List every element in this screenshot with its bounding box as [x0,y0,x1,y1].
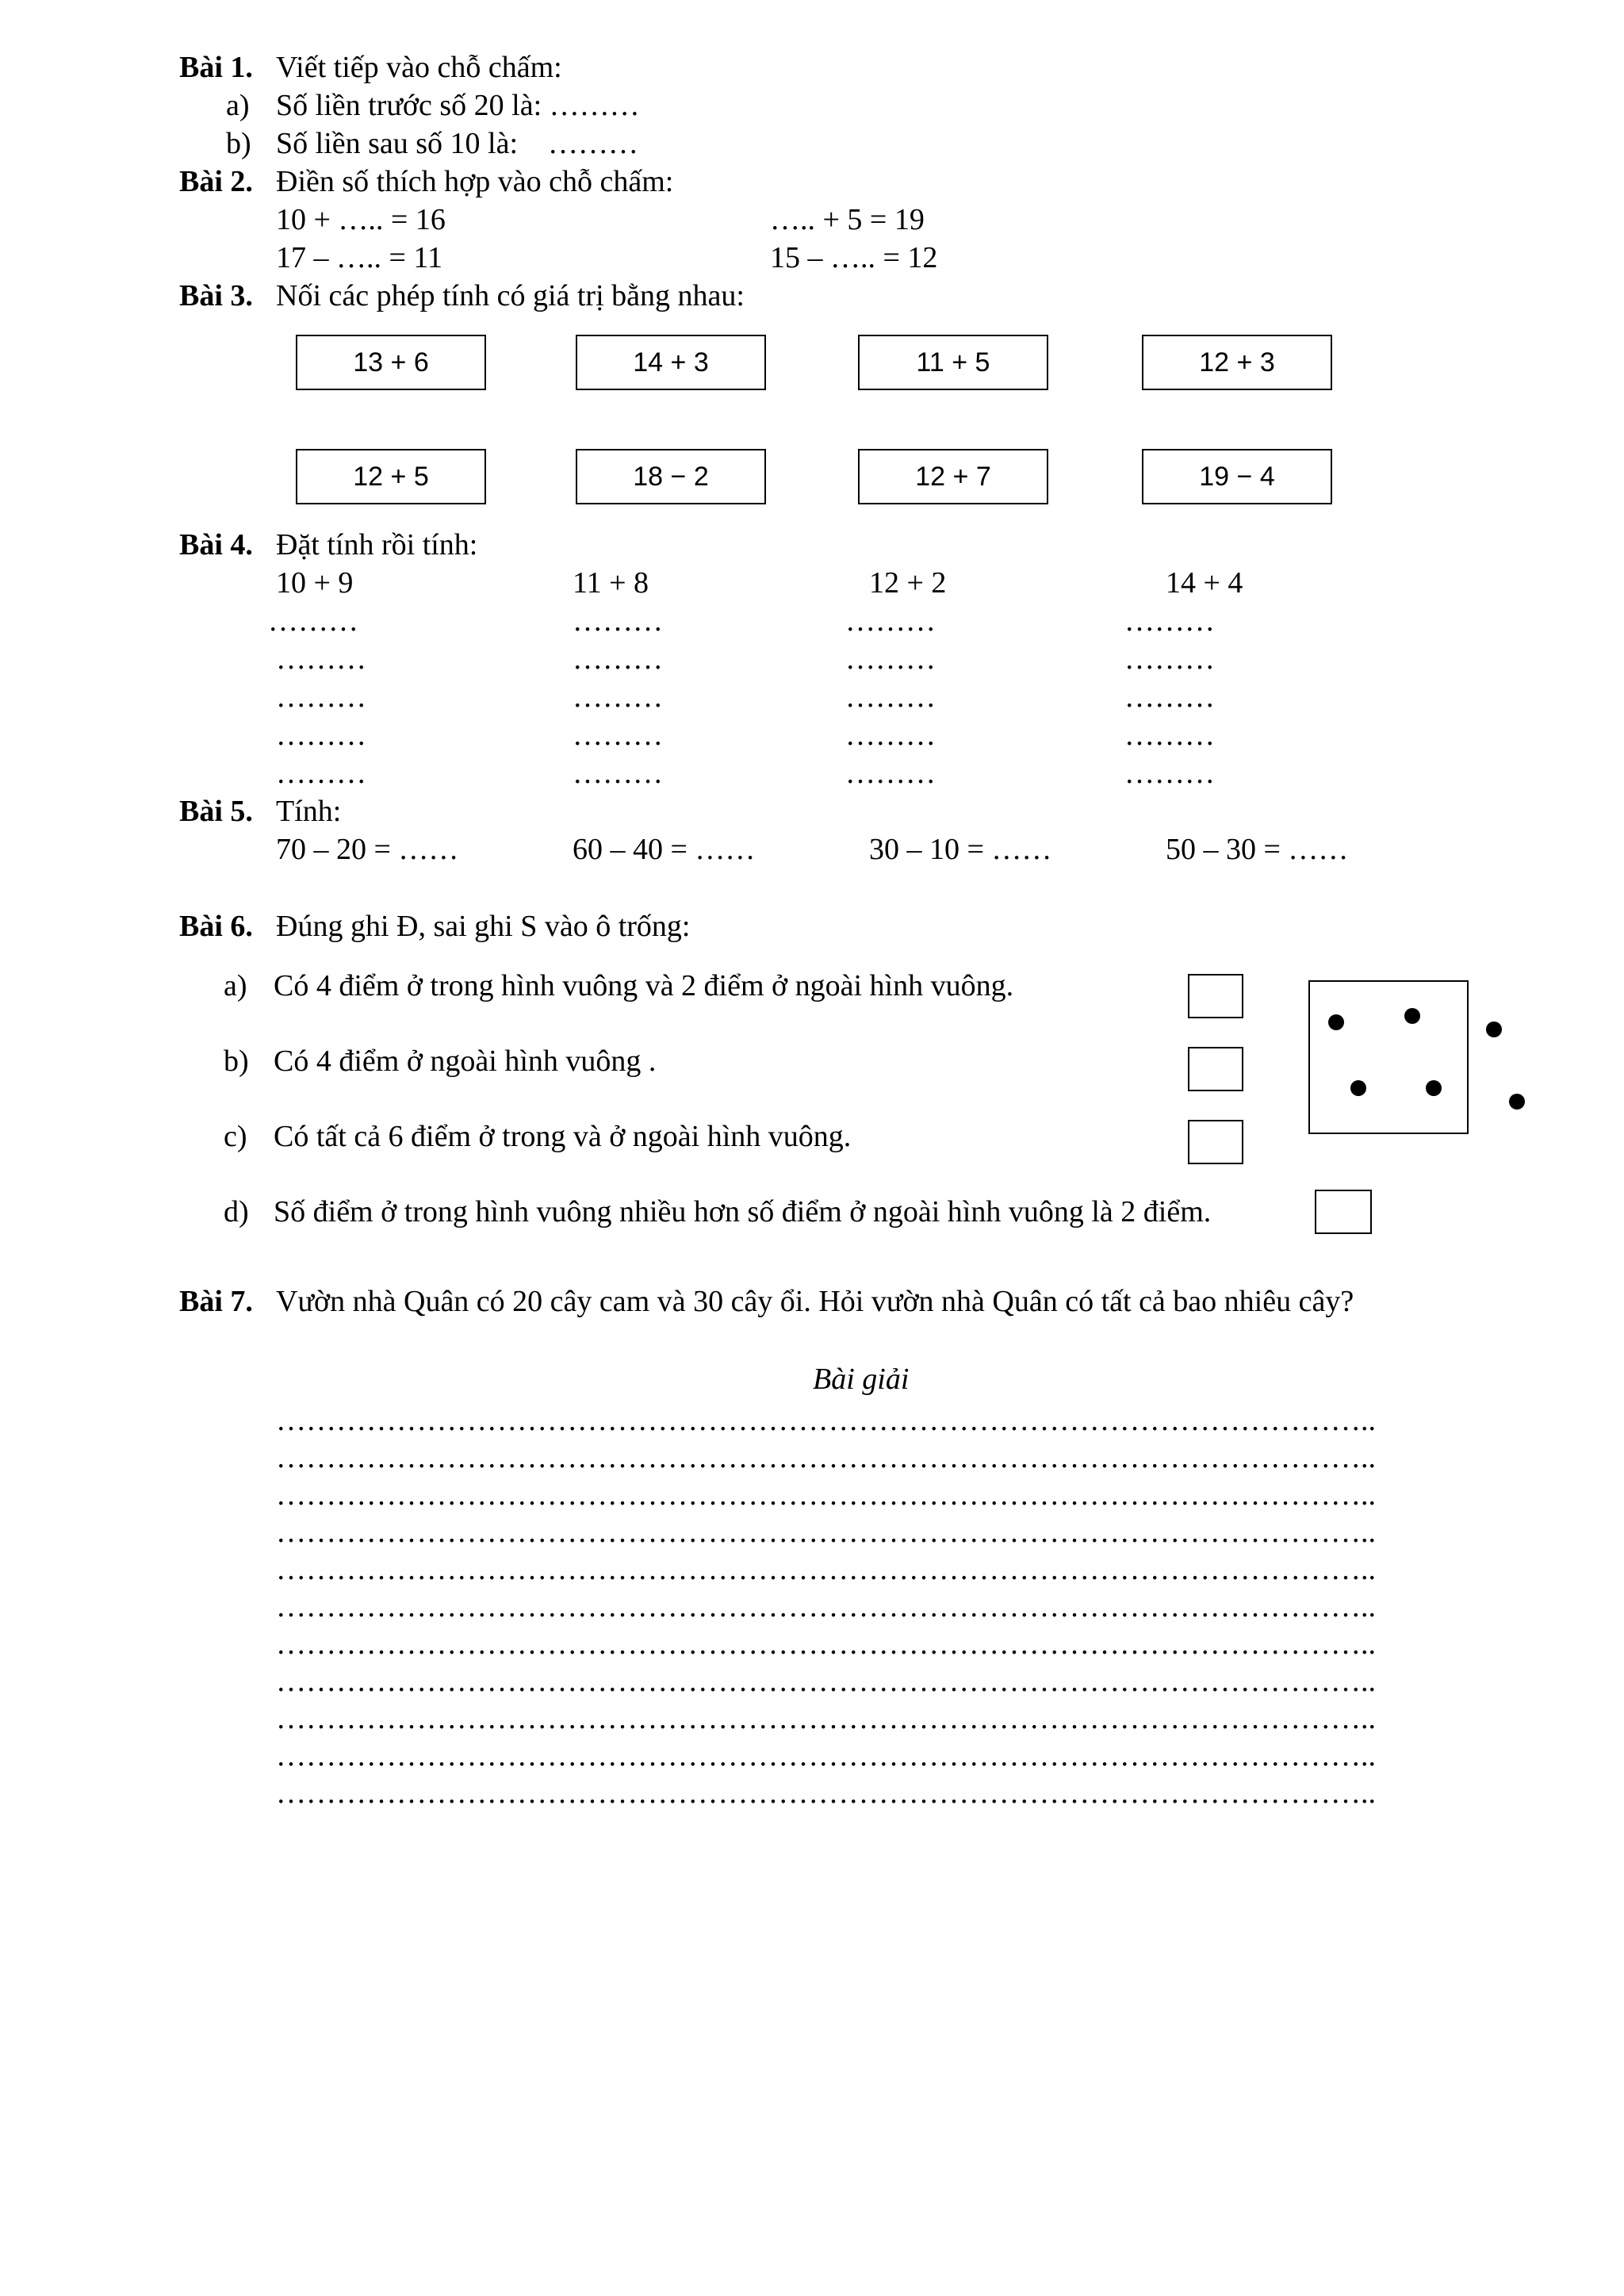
point-dot [1404,1008,1420,1024]
answer-checkbox[interactable] [1315,1190,1372,1234]
answer-line: ……………………………………………………………………………………………….. [276,1404,1376,1437]
bai3-title: Bài 3. [179,279,253,312]
answer-line: ……………………………………………………………………………………………….. [276,1777,1376,1810]
dotted-blank: ……… [276,757,366,790]
bai2-title: Bài 2. [179,165,253,198]
bai2-instruction: Điền số thích hợp vào chỗ chấm: [276,165,674,198]
answer-line: ……………………………………………………………………………………………….. [276,1516,1376,1549]
answer-line: ……………………………………………………………………………………………….. [276,1441,1376,1474]
bai3-instruction: Nối các phép tính có giá trị bằng nhau: [276,279,745,312]
bai6-d-letter: d) [224,1195,249,1228]
dotted-blank: ……… [276,680,366,714]
expression-box: 12 + 5 [296,449,486,504]
solution-label: Bài giải [813,1363,910,1396]
bai6-a-text: Có 4 điểm ở trong hình vuông và 2 điểm ở ngoài hình vuông. [274,969,1014,1002]
bai1-instruction: Viết tiếp vào chỗ chấm: [276,51,562,84]
bai4-problem: 12 + 2 [869,566,947,600]
bai1-title: Bài 1. [179,51,253,84]
bai2-eq3: 17 – ….. = 11 [276,241,443,274]
bai1-a-letter: a) [226,89,250,122]
dotted-blank: ……… [845,604,936,638]
answer-line: ……………………………………………………………………………………………….. [276,1590,1376,1623]
bai6-b-letter: b) [224,1045,249,1078]
expression-box: 18 − 2 [576,449,766,504]
bai5-problem: 60 – 40 = …… [573,833,756,866]
point-dot [1350,1080,1366,1096]
bai2-eq4: 15 – ….. = 12 [770,241,938,274]
expression-box: 14 + 3 [576,335,766,390]
bai5-title: Bài 5. [179,795,253,828]
answer-line: ……………………………………………………………………………………………….. [276,1702,1376,1735]
dotted-blank: ……… [573,604,663,638]
bai5-problem: 50 – 30 = …… [1166,833,1349,866]
answer-line: ……………………………………………………………………………………………….. [276,1665,1376,1698]
dotted-blank: ……… [268,604,358,638]
dotted-blank: ……… [1124,642,1215,676]
bai6-d-text: Số điểm ở trong hình vuông nhiều hơn số điểm ở ngoài hình vuông là 2 điểm. [274,1195,1212,1228]
bai7-title: Bài 7. [179,1285,253,1318]
bai2-eq1: 10 + ….. = 16 [276,203,446,236]
dotted-blank: ……… [573,757,663,790]
bai6-b-text: Có 4 điểm ở ngoài hình vuông . [274,1045,657,1078]
dotted-blank: ……… [573,642,663,676]
answer-line: ……………………………………………………………………………………………….. [276,1553,1376,1586]
dotted-blank: ……… [1124,604,1215,638]
bai7-problem-text: Vườn nhà Quân có 20 cây cam và 30 cây ổi. Hỏi vườn nhà Quân có tất cả bao nhiêu cây? [276,1285,1354,1318]
point-dot [1486,1022,1502,1037]
dotted-blank: ……… [845,680,936,714]
bai1-b-text: Số liền sau số 10 là: ……… [276,127,639,160]
point-dot [1509,1094,1525,1110]
answer-checkbox[interactable] [1188,1120,1243,1164]
bai4-instruction: Đặt tính rồi tính: [276,528,478,562]
expression-box: 11 + 5 [858,335,1048,390]
answer-line: ……………………………………………………………………………………………….. [276,1627,1376,1661]
dotted-blank: ……… [573,719,663,752]
bai5-instruction: Tính: [276,795,342,828]
answer-line: ……………………………………………………………………………………………….. [276,1739,1376,1773]
bai4-problem: 11 + 8 [573,566,649,600]
bai6-c-text: Có tất cả 6 điểm ở trong và ở ngoài hình vuông. [274,1120,852,1153]
bai6-a-letter: a) [224,969,247,1002]
dotted-blank: ……… [573,680,663,714]
expression-box: 12 + 7 [858,449,1048,504]
bai6-c-letter: c) [224,1120,247,1153]
dotted-blank: ……… [276,642,366,676]
point-dot [1426,1080,1442,1096]
expression-box: 13 + 6 [296,335,486,390]
bai1-b-letter: b) [226,127,251,160]
dotted-blank: ……… [845,719,936,752]
answer-checkbox[interactable] [1188,1047,1243,1091]
dotted-blank: ……… [1124,680,1215,714]
bai2-eq2: ….. + 5 = 19 [770,203,925,236]
dotted-blank: ……… [845,642,936,676]
expression-box: 12 + 3 [1142,335,1332,390]
square-figure [1308,980,1469,1134]
point-dot [1328,1014,1344,1030]
dotted-blank: ……… [1124,719,1215,752]
bai1-a-text: Số liền trước số 20 là: ……… [276,89,640,122]
bai5-problem: 30 – 10 = …… [869,833,1052,866]
expression-box: 19 − 4 [1142,449,1332,504]
bai6-instruction: Đúng ghi Đ, sai ghi S vào ô trống: [276,910,691,943]
bai6-title: Bài 6. [179,910,253,943]
bai5-problem: 70 – 20 = …… [276,833,459,866]
bai4-problem: 10 + 9 [276,566,354,600]
dotted-blank: ……… [276,719,366,752]
answer-checkbox[interactable] [1188,974,1243,1018]
answer-line: ……………………………………………………………………………………………….. [276,1478,1376,1512]
dotted-blank: ……… [845,757,936,790]
dotted-blank: ……… [1124,757,1215,790]
bai4-title: Bài 4. [179,528,253,562]
bai4-problem: 14 + 4 [1166,566,1243,600]
